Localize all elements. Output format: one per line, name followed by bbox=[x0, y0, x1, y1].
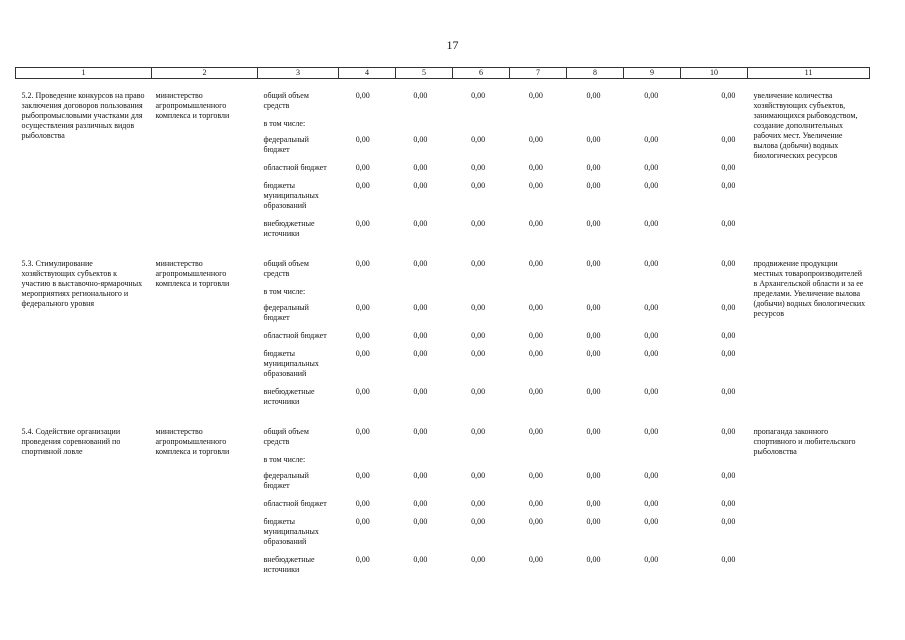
amount-value: 0,00 bbox=[586, 181, 601, 190]
amount-value: 0,00 bbox=[471, 135, 486, 144]
funding-source-row bbox=[258, 163, 748, 173]
amount-value: 0,00 bbox=[528, 499, 543, 508]
funding-source-label: федеральный бюджет bbox=[263, 471, 309, 490]
amount-value: 0,00 bbox=[644, 259, 659, 268]
measure-name: 5.2. Проведение конкурсов на право заключения договоров пользования рыбопромысловыми участками для осуществления различных видов рыболовства bbox=[21, 91, 145, 140]
amount-value: 0,00 bbox=[528, 181, 543, 190]
funding-source-label: общий объем средств bbox=[263, 259, 309, 278]
funding-source-label: бюджеты муниципальных образований bbox=[263, 349, 319, 378]
amount-value: 0,00 bbox=[644, 135, 659, 144]
expected-result: увеличение количества хозяйствующих субъектов, занимающихся рыбоводством, создание дополнительных рабочих мест. Увеличение вылова (добычи) водных биологических ресурсов bbox=[753, 91, 858, 160]
amount-value: 0,00 bbox=[355, 219, 370, 228]
amount-value: 0,00 bbox=[355, 181, 370, 190]
funding-source-row bbox=[258, 135, 748, 155]
amount-value: 0,00 bbox=[586, 471, 601, 480]
amount-value: 0,00 bbox=[721, 349, 736, 358]
funding-source-row bbox=[258, 287, 748, 297]
amount-value: 0,00 bbox=[355, 471, 370, 480]
column-header: 4 bbox=[339, 68, 396, 79]
amount-value: 0,00 bbox=[413, 427, 428, 436]
column-header: 2 bbox=[152, 68, 258, 79]
table-row bbox=[16, 415, 870, 583]
funding-source-row bbox=[258, 349, 748, 379]
amount-value: 0,00 bbox=[413, 91, 428, 100]
funding-source-label: внебюджетные источники bbox=[263, 555, 315, 574]
funding-sources bbox=[258, 247, 748, 415]
amount-value: 0,00 bbox=[355, 135, 370, 144]
amount-value: 0,00 bbox=[528, 303, 543, 312]
amount-value: 0,00 bbox=[528, 427, 543, 436]
amount-value: 0,00 bbox=[586, 259, 601, 268]
measure-name: 5.3. Стимулирование хозяйствующих субъектов к участию в выставочно-ярмарочных мероприятиях регионального и федерального уровня bbox=[21, 259, 143, 308]
funding-source-label: общий объем средств bbox=[263, 91, 309, 110]
column-header: 10 bbox=[681, 68, 748, 79]
amount-value: 0,00 bbox=[586, 427, 601, 436]
amount-value: 0,00 bbox=[644, 181, 659, 190]
amount-value: 0,00 bbox=[471, 303, 486, 312]
executor: министерство агропромышленного комплекса и торговли bbox=[155, 427, 230, 456]
amount-value: 0,00 bbox=[471, 91, 486, 100]
amount-value: 0,00 bbox=[471, 555, 486, 564]
amount-value: 0,00 bbox=[721, 91, 736, 100]
amount-value: 0,00 bbox=[471, 471, 486, 480]
amount-value: 0,00 bbox=[644, 427, 659, 436]
amount-value: 0,00 bbox=[471, 387, 486, 396]
amount-value: 0,00 bbox=[586, 517, 601, 526]
amount-value: 0,00 bbox=[528, 517, 543, 526]
funding-source-label: областной бюджет bbox=[263, 499, 327, 508]
funding-source-row bbox=[258, 517, 748, 547]
amount-value: 0,00 bbox=[528, 259, 543, 268]
amount-value: 0,00 bbox=[721, 181, 736, 190]
amount-value: 0,00 bbox=[471, 259, 486, 268]
funding-source-row bbox=[258, 259, 748, 279]
amount-value: 0,00 bbox=[471, 427, 486, 436]
funding-source-row bbox=[258, 331, 748, 341]
funding-source-label: областной бюджет bbox=[263, 331, 327, 340]
amount-value: 0,00 bbox=[721, 427, 736, 436]
amount-value: 0,00 bbox=[721, 471, 736, 480]
amount-value: 0,00 bbox=[721, 499, 736, 508]
column-header: 1 bbox=[16, 68, 152, 79]
funding-source-row bbox=[258, 499, 748, 509]
amount-value: 0,00 bbox=[355, 555, 370, 564]
column-header: 8 bbox=[567, 68, 624, 79]
expected-result: продвижение продукции местных товаропроизводителей в Архангельской области и за ее пределами. Увеличение вылова (добычи) водных биологических ресурсов bbox=[753, 259, 866, 318]
column-header: 6 bbox=[453, 68, 510, 79]
amount-value: 0,00 bbox=[528, 91, 543, 100]
column-header: 3 bbox=[258, 68, 339, 79]
amount-value: 0,00 bbox=[355, 499, 370, 508]
amount-value: 0,00 bbox=[355, 91, 370, 100]
amount-value: 0,00 bbox=[413, 517, 428, 526]
funding-source-label: областной бюджет bbox=[263, 163, 327, 172]
funding-source-label: федеральный бюджет bbox=[263, 303, 309, 322]
amount-value: 0,00 bbox=[586, 387, 601, 396]
amount-value: 0,00 bbox=[721, 331, 736, 340]
amount-value: 0,00 bbox=[528, 555, 543, 564]
funding-source-row bbox=[258, 119, 748, 129]
header-row bbox=[16, 68, 870, 79]
amount-value: 0,00 bbox=[644, 471, 659, 480]
amount-value: 0,00 bbox=[644, 331, 659, 340]
amount-value: 0,00 bbox=[355, 259, 370, 268]
amount-value: 0,00 bbox=[586, 135, 601, 144]
amount-value: 0,00 bbox=[355, 331, 370, 340]
amount-value: 0,00 bbox=[644, 499, 659, 508]
table-row bbox=[16, 247, 870, 415]
amount-value: 0,00 bbox=[644, 387, 659, 396]
amount-value: 0,00 bbox=[413, 331, 428, 340]
funding-source-row bbox=[258, 303, 748, 323]
amount-value: 0,00 bbox=[721, 303, 736, 312]
amount-value: 0,00 bbox=[586, 303, 601, 312]
funding-sources bbox=[258, 79, 748, 248]
amount-value: 0,00 bbox=[528, 471, 543, 480]
amount-value: 0,00 bbox=[355, 163, 370, 172]
expected-result: пропаганда законного спортивного и любительского рыболовства bbox=[753, 427, 856, 456]
table-row bbox=[16, 79, 870, 248]
page-number: 17 bbox=[446, 38, 459, 52]
amount-value: 0,00 bbox=[528, 135, 543, 144]
amount-value: 0,00 bbox=[413, 471, 428, 480]
funding-source-label: общий объем средств bbox=[263, 427, 309, 446]
amount-value: 0,00 bbox=[413, 387, 428, 396]
program-table bbox=[15, 67, 870, 583]
funding-source-label: внебюджетные источники bbox=[263, 387, 315, 406]
amount-value: 0,00 bbox=[644, 219, 659, 228]
funding-source-row bbox=[258, 219, 748, 239]
amount-value: 0,00 bbox=[471, 219, 486, 228]
amount-value: 0,00 bbox=[721, 555, 736, 564]
amount-value: 0,00 bbox=[528, 219, 543, 228]
amount-value: 0,00 bbox=[413, 181, 428, 190]
amount-value: 0,00 bbox=[528, 163, 543, 172]
amount-value: 0,00 bbox=[721, 259, 736, 268]
amount-value: 0,00 bbox=[413, 219, 428, 228]
amount-value: 0,00 bbox=[586, 91, 601, 100]
amount-value: 0,00 bbox=[355, 349, 370, 358]
amount-value: 0,00 bbox=[413, 303, 428, 312]
amount-value: 0,00 bbox=[644, 91, 659, 100]
amount-value: 0,00 bbox=[644, 303, 659, 312]
amount-value: 0,00 bbox=[355, 517, 370, 526]
funding-source-label: внебюджетные источники bbox=[263, 219, 315, 238]
executor: министерство агропромышленного комплекса и торговли bbox=[155, 91, 230, 120]
amount-value: 0,00 bbox=[471, 499, 486, 508]
funding-source-row bbox=[258, 455, 748, 465]
column-header: 7 bbox=[510, 68, 567, 79]
amount-value: 0,00 bbox=[528, 349, 543, 358]
amount-value: 0,00 bbox=[355, 303, 370, 312]
funding-source-row bbox=[258, 427, 748, 447]
amount-value: 0,00 bbox=[644, 349, 659, 358]
amount-value: 0,00 bbox=[586, 163, 601, 172]
funding-source-label: федеральный бюджет bbox=[263, 135, 309, 154]
amount-value: 0,00 bbox=[721, 135, 736, 144]
funding-source-row bbox=[258, 471, 748, 491]
funding-source-label: бюджеты муниципальных образований bbox=[263, 181, 319, 210]
amount-value: 0,00 bbox=[471, 517, 486, 526]
funding-source-label: бюджеты муниципальных образований bbox=[263, 517, 319, 546]
amount-value: 0,00 bbox=[586, 499, 601, 508]
amount-value: 0,00 bbox=[586, 219, 601, 228]
amount-value: 0,00 bbox=[528, 387, 543, 396]
amount-value: 0,00 bbox=[355, 387, 370, 396]
amount-value: 0,00 bbox=[721, 517, 736, 526]
funding-source-label: в том числе: bbox=[263, 119, 306, 128]
amount-value: 0,00 bbox=[644, 163, 659, 172]
amount-value: 0,00 bbox=[586, 331, 601, 340]
amount-value: 0,00 bbox=[413, 135, 428, 144]
amount-value: 0,00 bbox=[586, 555, 601, 564]
amount-value: 0,00 bbox=[413, 163, 428, 172]
funding-sources bbox=[258, 415, 748, 583]
amount-value: 0,00 bbox=[471, 331, 486, 340]
amount-value: 0,00 bbox=[586, 349, 601, 358]
funding-source-row bbox=[258, 387, 748, 407]
funding-source-row bbox=[258, 181, 748, 211]
executor: министерство агропромышленного комплекса и торговли bbox=[155, 259, 230, 288]
amount-value: 0,00 bbox=[721, 219, 736, 228]
amount-value: 0,00 bbox=[644, 555, 659, 564]
column-header: 9 bbox=[624, 68, 681, 79]
measure-name: 5.4. Содействие организации проведения соревнований по спортивной ловле bbox=[21, 427, 121, 456]
amount-value: 0,00 bbox=[413, 499, 428, 508]
funding-source-row bbox=[258, 91, 748, 111]
funding-source-row bbox=[258, 555, 748, 575]
amount-value: 0,00 bbox=[721, 163, 736, 172]
funding-source-label: в том числе: bbox=[263, 455, 306, 464]
column-header: 11 bbox=[748, 68, 870, 79]
column-header: 5 bbox=[396, 68, 453, 79]
amount-value: 0,00 bbox=[471, 163, 486, 172]
amount-value: 0,00 bbox=[471, 181, 486, 190]
amount-value: 0,00 bbox=[413, 349, 428, 358]
amount-value: 0,00 bbox=[721, 387, 736, 396]
amount-value: 0,00 bbox=[471, 349, 486, 358]
amount-value: 0,00 bbox=[355, 427, 370, 436]
amount-value: 0,00 bbox=[528, 331, 543, 340]
amount-value: 0,00 bbox=[644, 517, 659, 526]
amount-value: 0,00 bbox=[413, 555, 428, 564]
amount-value: 0,00 bbox=[413, 259, 428, 268]
funding-source-label: в том числе: bbox=[263, 287, 306, 296]
